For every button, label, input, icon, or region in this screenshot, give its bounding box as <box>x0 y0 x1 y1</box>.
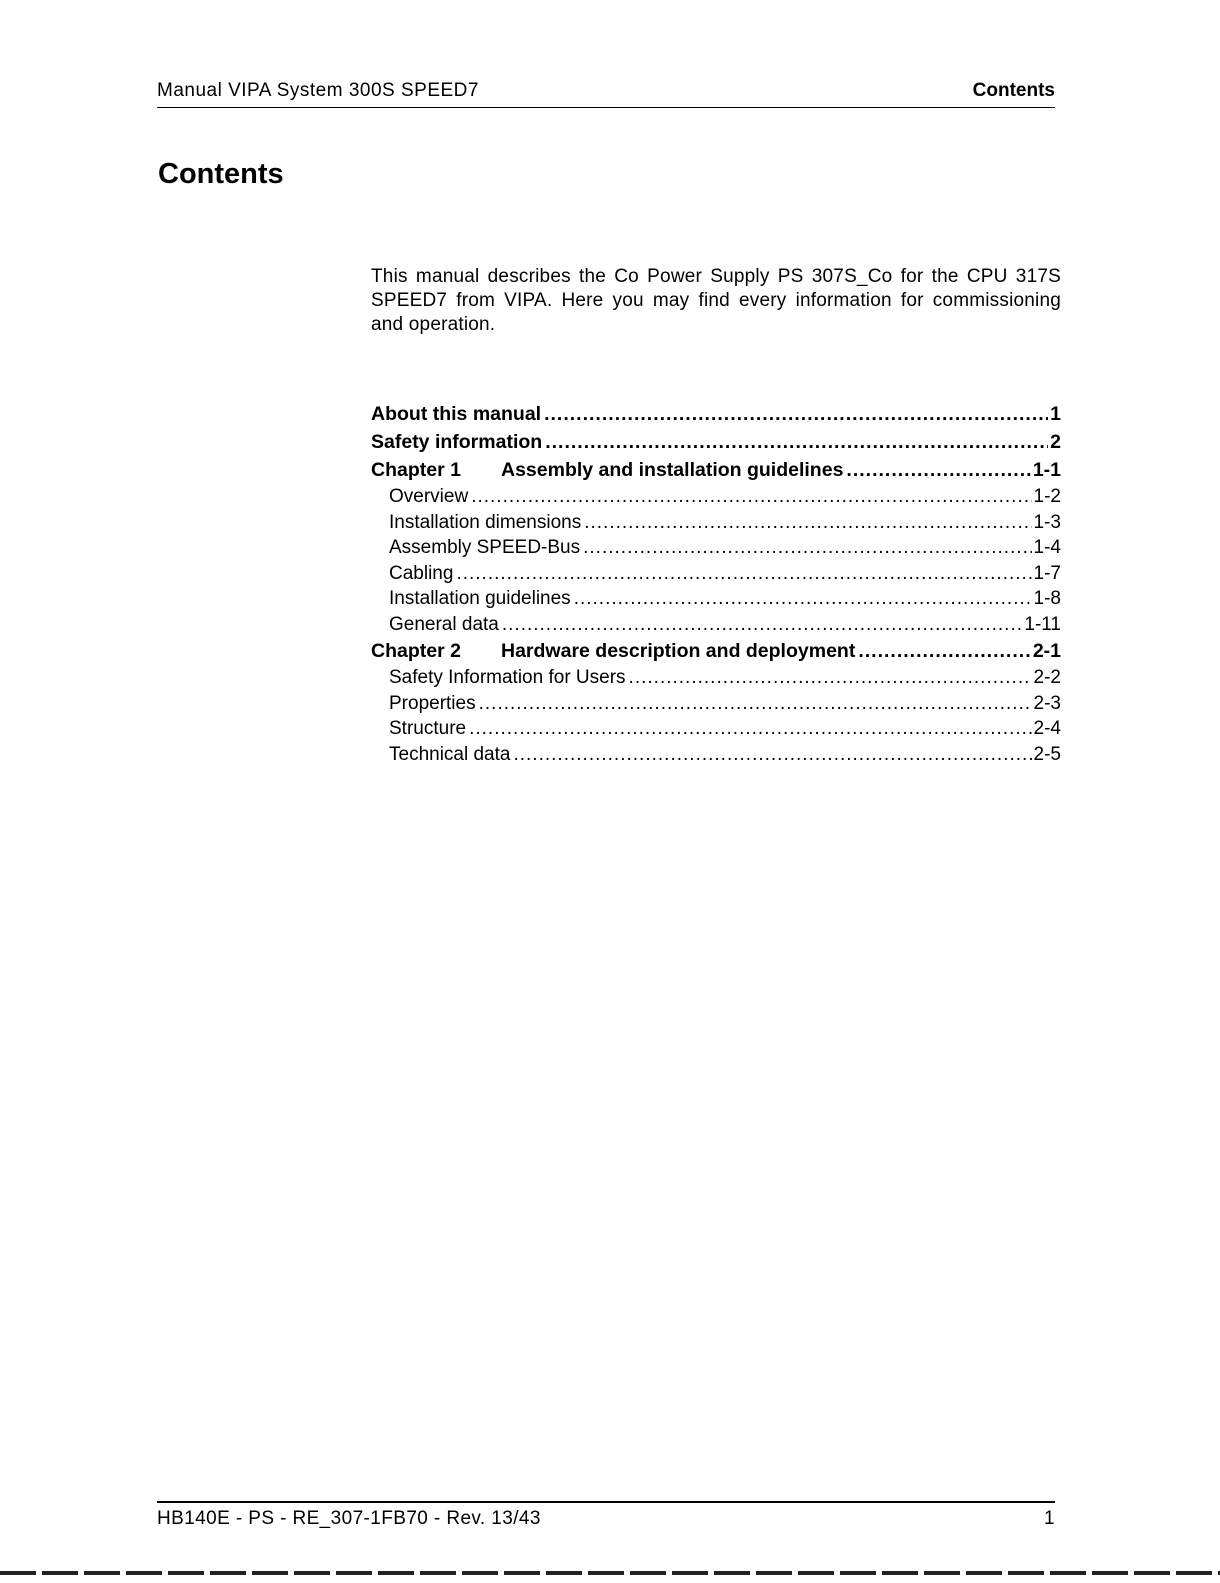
header-manual-title: Manual VIPA System 300S SPEED7 <box>157 80 479 101</box>
toc-entry-title: Overview <box>389 486 469 507</box>
toc-leader-dots <box>574 586 1032 612</box>
toc-entry-page: 2-5 <box>1033 743 1061 765</box>
toc-entry-title: Technical data <box>389 743 511 765</box>
toc-entry-page: 1-1 <box>1032 459 1061 481</box>
page-title: Contents <box>158 158 284 190</box>
table-of-contents <box>371 400 1061 767</box>
page-header <box>157 80 1055 108</box>
toc-entry-page: 1-11 <box>1024 613 1061 635</box>
toc-leader-dots <box>584 510 1031 536</box>
toc-entry-general-data[interactable] <box>371 612 1061 638</box>
toc-entry-installation-guidelines[interactable] <box>371 586 1061 612</box>
page-footer <box>157 1501 1055 1530</box>
toc-entry-assembly-speed-bus[interactable] <box>371 535 1061 561</box>
toc-entry-page: 1-2 <box>1033 486 1061 507</box>
toc-leader-dots <box>479 691 1032 717</box>
toc-entry-page: 1 <box>1050 403 1061 425</box>
toc-leader-dots <box>583 535 1031 561</box>
toc-leader-dots <box>513 742 1031 768</box>
toc-entry-page: 2-2 <box>1033 667 1061 688</box>
toc-entry-title: Hardware description and deployment <box>501 640 856 662</box>
toc-entry-properties[interactable] <box>371 691 1061 717</box>
toc-entry-title: About this manual <box>371 403 542 425</box>
toc-leader-dots <box>846 456 1030 484</box>
toc-chapter-number: Chapter 2 <box>371 640 461 662</box>
toc-entry-page: 1-8 <box>1033 588 1061 609</box>
toc-entry-chapter-2[interactable] <box>371 637 1061 665</box>
toc-entry-title: Installation guidelines <box>389 588 571 609</box>
header-section-title: Contents <box>972 80 1055 101</box>
toc-leader-dots <box>629 665 1032 691</box>
toc-entry-title: Safety information <box>371 431 543 453</box>
toc-entry-overview[interactable] <box>371 484 1061 510</box>
toc-entry-page: 2 <box>1050 431 1061 453</box>
toc-leader-dots <box>469 716 1031 742</box>
toc-entry-safety-information[interactable] <box>371 428 1061 456</box>
toc-entry-page: 2-1 <box>1032 640 1061 662</box>
scan-edge-divider <box>0 1571 1220 1575</box>
toc-entry-title: General data <box>389 613 499 635</box>
toc-entry-title: Assembly SPEED-Bus <box>389 537 581 558</box>
toc-entry-page: 1-3 <box>1033 511 1061 533</box>
toc-entry-technical-data[interactable] <box>371 742 1061 768</box>
toc-entry-cabling[interactable] <box>371 561 1061 587</box>
footer-document-id: HB140E - PS - RE_307-1FB70 - Rev. 13/43 <box>157 1508 541 1529</box>
toc-entry-title: Properties <box>389 692 476 714</box>
toc-entry-page: 1-4 <box>1033 537 1061 558</box>
toc-leader-dots <box>545 428 1048 456</box>
toc-entry-safety-information-for-users[interactable] <box>371 665 1061 691</box>
toc-entry-title: Structure <box>389 718 467 739</box>
toc-entry-about-this-manual[interactable] <box>371 400 1061 428</box>
toc-entry-title: Assembly and installation guidelines <box>501 459 844 481</box>
toc-leader-dots <box>858 637 1030 665</box>
toc-leader-dots <box>502 612 1023 638</box>
toc-entry-title: Safety Information for Users <box>389 667 626 688</box>
footer-page-number: 1 <box>1044 1508 1055 1529</box>
toc-entry-page: 2-3 <box>1033 692 1061 714</box>
toc-entry-chapter-1[interactable] <box>371 456 1061 484</box>
toc-entry-page: 1-7 <box>1033 562 1061 584</box>
toc-chapter-number: Chapter 1 <box>371 459 461 481</box>
toc-entry-structure[interactable] <box>371 716 1061 742</box>
toc-entry-title: Cabling <box>389 562 454 584</box>
toc-leader-dots <box>456 561 1031 587</box>
toc-leader-dots <box>471 484 1031 510</box>
toc-entry-title: Installation dimensions <box>389 511 582 533</box>
toc-entry-page: 2-4 <box>1033 718 1061 739</box>
intro-paragraph: This manual describes the Co Power Supply PS 307S_Co for the CPU 317S SPEED7 from VIPA. Here you may find every information for commissioning and operation. <box>371 266 1061 335</box>
toc-entry-installation-dimensions[interactable] <box>371 510 1061 536</box>
toc-leader-dots <box>544 400 1048 428</box>
